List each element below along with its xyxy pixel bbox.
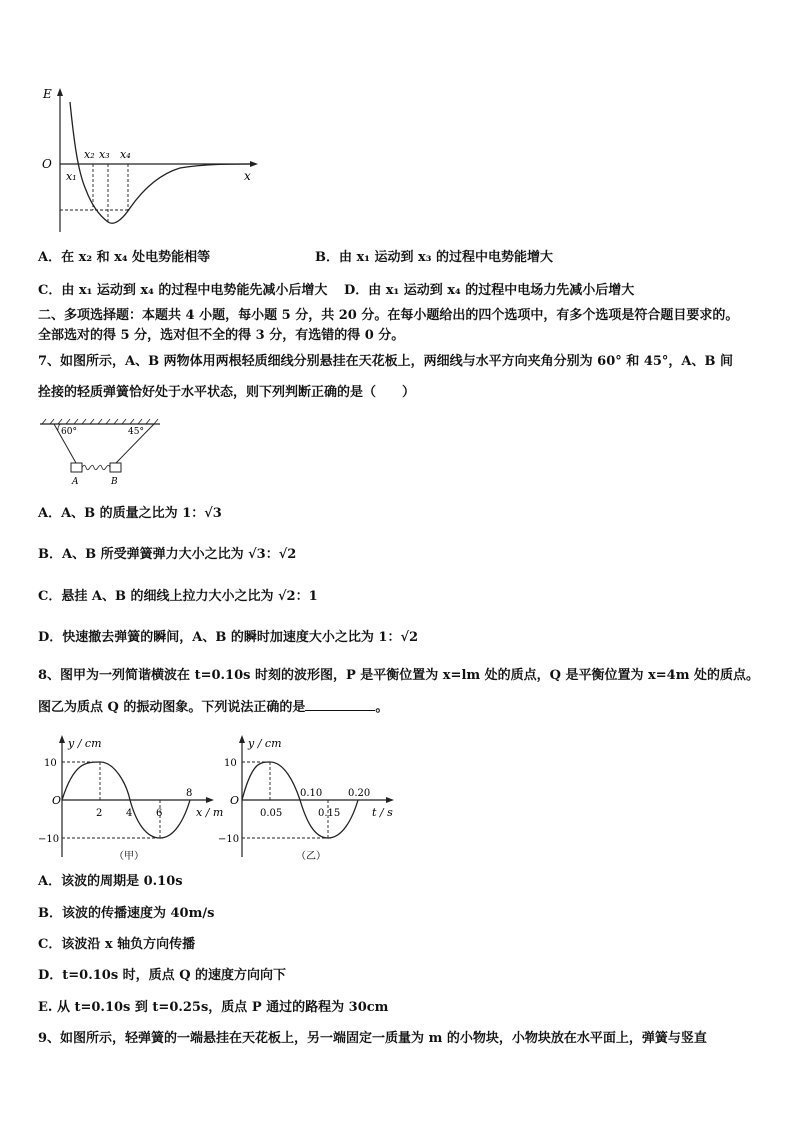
jia-caption: （甲）	[114, 851, 144, 862]
jia-origin: O	[52, 794, 62, 807]
q6-option-a: A．在 x₂ 和 x₄ 处电势能相等	[38, 250, 211, 265]
q7-option-b: B．A、B 所受弹簧弹力大小之比为 √3：√2	[38, 547, 297, 562]
e-axis-label: E	[43, 87, 52, 101]
spring-hanging-figure	[36, 418, 166, 486]
origin-label: O	[42, 157, 52, 171]
yi-ytick-neg10: −10	[218, 834, 240, 845]
yi-ytick-10: 10	[224, 758, 237, 769]
vibration-graph-yi	[212, 732, 402, 867]
jia-xlabel: x / m	[196, 806, 224, 819]
q8-stem-2-end: 。	[375, 700, 389, 715]
q8-option-c: C．该波沿 x 轴负方向传播	[38, 937, 196, 952]
potential-energy-figure	[30, 82, 270, 242]
q8-stem-1: 8、图甲为一列简谐横波在 t=0.10s 时刻的波形图，P 是平衡位置为 x=lm 处的质点，Q 是平衡位置为 x=4m 处的质点。	[38, 668, 760, 683]
q8-option-e: E. 从 t=0.10s 到 t=0.25s，质点 P 通过的路程为 30cm	[38, 1000, 389, 1015]
jia-xtick-8: 8	[186, 788, 193, 799]
q8-option-a: A．该波的周期是 0.10s	[38, 874, 183, 889]
yi-xtick-0.15: 0.15	[318, 808, 341, 819]
jia-xtick-6: 6	[156, 808, 163, 819]
x-axis-label: x	[244, 169, 251, 183]
q6-option-b: B．由 x₁ 运动到 x₃ 的过程中电势能增大	[315, 250, 553, 265]
q7-option-a: A．A、B 的质量之比为 1：√3	[38, 506, 222, 521]
section2-heading: 二、多项选择题：本题共 4 小题，每小题 5 分，共 20 分。在每小题给出的四个选项中，有多个选项是符合题目要求的。	[38, 308, 739, 323]
label-b: B	[111, 477, 118, 486]
answer-blank	[305, 698, 375, 711]
q8-stem-2-text: 图乙为质点 Q 的振动图象。下列说法正确的是	[38, 700, 306, 715]
section2-rules: 全部选对的得 5 分，选对但不全的得 3 分，有选错的得 0 分。	[38, 328, 405, 343]
yi-origin: O	[230, 794, 240, 807]
q6-option-d: D．由 x₁ 运动到 x₄ 的过程中电场力先减小后增大	[344, 283, 635, 298]
q7-stem-2: 拴接的轻质弹簧恰好处于水平状态，则下列判断正确的是（ ）	[38, 385, 416, 400]
spring	[82, 465, 110, 470]
q7-option-c: C．悬挂 A、B 的细线上拉力大小之比为 √2：1	[38, 589, 318, 604]
yi-xtick-0.10: 0.10	[300, 788, 323, 799]
angle-60-label: 60°	[61, 427, 77, 437]
jia-ytick-neg10: −10	[38, 834, 60, 845]
jia-ylabel: y / cm	[68, 737, 102, 750]
q7-stem-1: 7、如图所示，A、B 两物体用两根轻质细线分别悬挂在天花板上，两细线与水平方向夹角分别为 60° 和 45°，A、B 间	[38, 354, 734, 369]
q6-option-c: C．由 x₁ 运动到 x₄ 的过程中电势能先减小后增大	[38, 283, 328, 298]
yi-xlabel: t / s	[372, 806, 393, 819]
label-a: A	[72, 477, 79, 486]
q7-option-d: D．快速撤去弹簧的瞬间，A、B 的瞬时加速度大小之比为 1：√2	[38, 630, 419, 645]
angle-45-label: 45°	[128, 427, 144, 437]
yi-xtick-0.05: 0.05	[260, 808, 283, 819]
x2-label: x₂	[84, 148, 95, 161]
x4-label: x₄	[120, 148, 131, 161]
q8-option-b: B．该波的传播速度为 40m/s	[38, 906, 215, 921]
wave-graph-jia	[38, 732, 228, 867]
block-a	[71, 463, 82, 472]
q8-stem-2	[38, 698, 764, 717]
jia-xtick-4: 4	[126, 808, 133, 819]
yi-caption: （乙）	[296, 851, 326, 862]
yi-xtick-0.20: 0.20	[348, 788, 371, 799]
q8-option-d: D．t=0.10s 时，质点 Q 的速度方向向下	[38, 968, 287, 983]
block-b	[110, 463, 121, 472]
jia-ytick-10: 10	[44, 758, 57, 769]
q9-stem-1: 9、如图所示，轻弹簧的一端悬挂在天花板上，另一端固定一质量为 m 的小物块，小物块放在水平面上，弹簧与竖直	[38, 1031, 707, 1046]
energy-curve	[70, 102, 250, 223]
jia-xtick-2: 2	[96, 808, 103, 819]
x3-label: x₃	[99, 148, 110, 161]
yi-ylabel: y / cm	[248, 737, 282, 750]
x1-label: x₁	[66, 170, 77, 183]
